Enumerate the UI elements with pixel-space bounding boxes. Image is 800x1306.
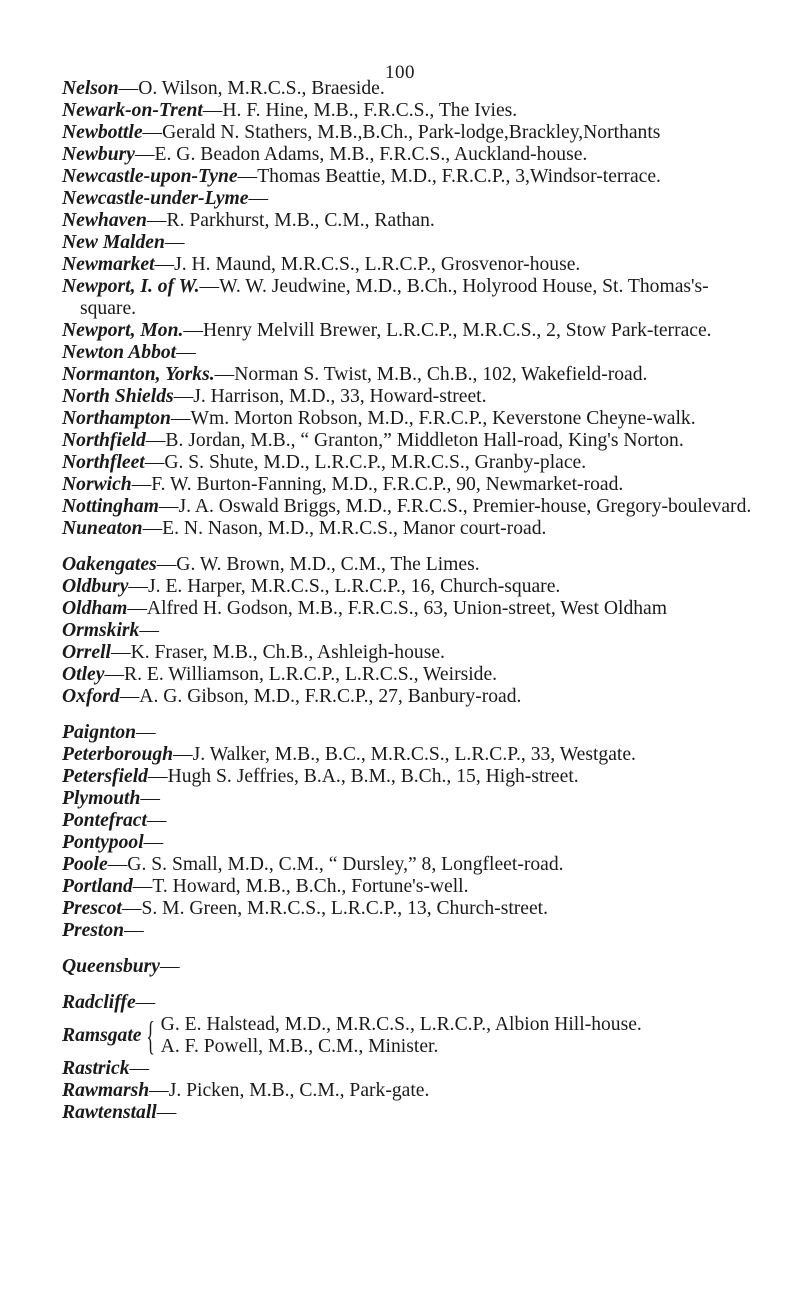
place-name: Pontypool <box>62 832 144 853</box>
directory-listing <box>62 78 762 1138</box>
directory-entry <box>62 430 762 452</box>
place-name: Oldbury <box>62 576 129 597</box>
directory-entry <box>62 598 762 620</box>
directory-entry <box>62 474 762 496</box>
place-name: Oakengates <box>62 554 157 575</box>
entry-text: — <box>140 788 160 809</box>
entry-text: —S. M. Green, M.R.C.S., L.R.C.P., 13, Church-street. <box>121 898 549 919</box>
entry-text: — <box>129 1058 150 1079</box>
place-name: Radcliffe <box>62 992 136 1013</box>
directory-entry <box>62 144 762 166</box>
entry-text: — <box>135 992 156 1013</box>
entry-text: — <box>159 956 180 977</box>
directory-entry <box>62 166 762 188</box>
directory-entry <box>62 518 762 540</box>
entry-text: — <box>143 832 164 853</box>
entry-text: —G. W. Brown, M.D., C.M., The Limes. <box>156 554 480 575</box>
place-name: Normanton, Yorks. <box>62 364 215 385</box>
entry-text: —Hugh S. Jeffries, B.A., B.M., B.Ch., 15, High-street. <box>147 766 579 787</box>
entry-text: — <box>139 620 159 641</box>
directory-entry <box>62 576 762 598</box>
place-name: Nuneaton <box>62 518 143 539</box>
place-name: Newbottle <box>62 122 143 143</box>
ramsgate-doctors <box>161 1014 642 1058</box>
directory-group <box>62 722 762 942</box>
directory-entry <box>62 210 762 232</box>
entry-text: —K. Fraser, M.B., Ch.B., Ashleigh-house. <box>110 642 445 663</box>
entry-text: —Henry Melvill Brewer, L.R.C.P., M.R.C.S., 2, Stow Park-terrace. <box>183 320 712 341</box>
entry-text: —G. S. Shute, M.D., L.R.C.P., M.R.C.S., Granby-place. <box>144 452 587 473</box>
directory-entry <box>62 100 762 122</box>
place-name: Peterborough <box>62 744 174 765</box>
place-name: Ramsgate <box>62 1025 142 1046</box>
entry-text: —J. Harrison, M.D., 33, Howard-street. <box>173 386 487 407</box>
ramsgate-doctor-1: G. E. Halstead, M.D., M.R.C.S., L.R.C.P., Albion Hill-house. <box>160 1014 642 1035</box>
directory-entry <box>62 876 762 898</box>
directory-entry <box>62 620 762 642</box>
place-name: Rastrick <box>62 1058 130 1079</box>
directory-groups <box>62 78 762 978</box>
directory-entry <box>62 78 762 100</box>
place-name: Portland <box>62 876 133 897</box>
place-name: Oldham <box>62 598 128 619</box>
directory-entry <box>62 854 762 876</box>
directory-group <box>62 956 762 978</box>
place-name: Newark-on-Trent <box>62 100 203 121</box>
place-name: New Malden <box>62 232 165 253</box>
directory-entry <box>62 122 762 144</box>
place-name: Newport, I. of W. <box>62 276 200 297</box>
place-name: North Shields <box>62 386 174 407</box>
entry-text: —E. N. Nason, M.D., M.R.C.S., Manor court-road. <box>142 518 547 539</box>
entry-text: —R. E. Williamson, L.R.C.P., L.R.C.S., Weirside. <box>104 664 498 685</box>
place-name: Rawmarsh <box>62 1080 150 1101</box>
place-name: Newport, Mon. <box>62 320 184 341</box>
place-name: Preston <box>62 920 125 941</box>
entry-rawmarsh <box>62 1080 762 1102</box>
place-name: Nelson <box>62 78 119 99</box>
entry-text: —Wm. Morton Robson, M.D., F.R.C.P., Keverstone Cheyne-walk. <box>170 408 696 429</box>
place-name: Northfleet <box>62 452 145 473</box>
entry-text: —J. A. Oswald Briggs, M.D., F.R.C.S., Premier-house, Gregory-boulevard. <box>158 496 752 517</box>
directory-entry <box>62 320 762 342</box>
brace-icon: { <box>146 1013 156 1058</box>
place-name: Otley <box>62 664 105 685</box>
entry-text: — <box>136 722 156 743</box>
directory-entry <box>62 744 762 766</box>
place-name: Newcastle-under-Lyme <box>62 188 249 209</box>
place-name: Northampton <box>62 408 171 429</box>
entry-text: —Alfred H. Godson, M.B., F.R.C.S., 63, Union-street, West Oldham <box>127 598 667 619</box>
place-name: Petersfield <box>62 766 148 787</box>
ramsgate-doctor-2: A. F. Powell, M.B., C.M., Minister. <box>160 1036 439 1057</box>
directory-entry <box>62 898 762 920</box>
directory-group <box>62 78 762 540</box>
entry-text: —J. Walker, M.B., B.C., M.R.C.S., L.R.C.P., 33, Westgate. <box>173 744 636 765</box>
entry-rastrick <box>62 1058 762 1080</box>
directory-entry <box>62 956 762 978</box>
entry-text: —J. Picken, M.B., C.M., Park-gate. <box>149 1080 430 1101</box>
place-name: Poole <box>62 854 108 875</box>
place-name: Orrell <box>62 642 111 663</box>
entry-text: —B. Jordan, M.B., “ Granton,” Middleton Hall-road, King's Norton. <box>145 430 684 451</box>
place-name: Newmarket <box>62 254 155 275</box>
entry-text: — <box>176 342 196 363</box>
directory-entry <box>62 342 762 364</box>
directory-entry <box>62 686 762 708</box>
directory-entry <box>62 920 762 942</box>
entry-text: —E. G. Beadon Adams, M.B., F.R.C.S., Auckland-house. <box>134 144 588 165</box>
directory-entry <box>62 364 762 386</box>
place-name: Queensbury <box>62 956 160 977</box>
entry-text: —Gerald N. Stathers, M.B.,B.Ch., Park-lodge,Brackley,Northants <box>142 122 661 143</box>
place-name: Ormskirk <box>62 620 140 641</box>
entry-radcliffe <box>62 992 762 1014</box>
directory-entry <box>62 408 762 430</box>
directory-entry <box>62 554 762 576</box>
directory-entry <box>62 832 762 854</box>
place-name: Pontefract <box>62 810 147 831</box>
entry-text: —O. Wilson, M.R.C.S., Braeside. <box>118 78 385 99</box>
entry-text: —J. E. Harper, M.R.C.S., L.R.C.P., 16, Church-square. <box>128 576 561 597</box>
entry-text: — <box>146 810 167 831</box>
directory-entry <box>62 232 762 254</box>
entry-text: — <box>156 1102 177 1123</box>
page-number: 100 <box>385 62 415 83</box>
entry-text: —T. Howard, M.B., B.Ch., Fortune's-well. <box>132 876 469 897</box>
directory-entry <box>62 722 762 744</box>
entry-text: —G. S. Small, M.D., C.M., “ Dursley,” 8, Longfleet-road. <box>107 854 564 875</box>
entry-text: — <box>248 188 269 209</box>
entry-text: —Norman S. Twist, M.B., Ch.B., 102, Wakefield-road. <box>214 364 648 385</box>
directory-entry <box>62 386 762 408</box>
entry-text: —R. Parkhurst, M.B., C.M., Rathan. <box>146 210 435 231</box>
place-name: Newhaven <box>62 210 147 231</box>
directory-entry <box>62 788 762 810</box>
group-r <box>62 992 762 1124</box>
directory-entry <box>62 452 762 474</box>
directory-entry <box>62 766 762 788</box>
place-name: Oxford <box>62 686 120 707</box>
place-name: Newbury <box>62 144 135 165</box>
directory-entry <box>62 664 762 686</box>
entry-rawtenstall <box>62 1102 762 1124</box>
entry-text: —F. W. Burton-Fanning, M.D., F.R.C.P., 90, Newmarket-road. <box>131 474 624 495</box>
place-name: Newcastle-upon-Tyne <box>62 166 238 187</box>
directory-entry <box>62 188 762 210</box>
place-name: Paignton <box>62 722 137 743</box>
entry-text: —W. W. Jeudwine, M.D., B.Ch., Holyrood House, St. Thomas's-square. <box>80 276 709 319</box>
place-name: Rawtenstall <box>62 1102 157 1123</box>
directory-entry <box>62 276 762 320</box>
directory-entry <box>62 810 762 832</box>
directory-entry <box>62 254 762 276</box>
place-name: Prescot <box>62 898 122 919</box>
place-name: Northfield <box>62 430 146 451</box>
entry-text: —H. F. Hine, M.B., F.R.C.S., The Ivies. <box>202 100 518 121</box>
entry-text: — <box>164 232 185 253</box>
entry-text: —J. H. Maund, M.R.C.S., L.R.C.P., Grosvenor-house. <box>154 254 581 275</box>
directory-entry <box>62 496 762 518</box>
entry-text: —Thomas Beattie, M.D., F.R.C.P., 3,Windsor-terrace. <box>237 166 661 187</box>
entry-ramsgate <box>62 1014 762 1058</box>
entry-text: —A. G. Gibson, M.D., F.R.C.P., 27, Banbury-road. <box>119 686 522 707</box>
entry-text: — <box>124 920 144 941</box>
place-name: Nottingham <box>62 496 159 517</box>
directory-group <box>62 554 762 708</box>
place-name: Norwich <box>62 474 132 495</box>
place-name: Newton Abbot <box>62 342 177 363</box>
place-name: Plymouth <box>62 788 141 809</box>
directory-entry <box>62 642 762 664</box>
